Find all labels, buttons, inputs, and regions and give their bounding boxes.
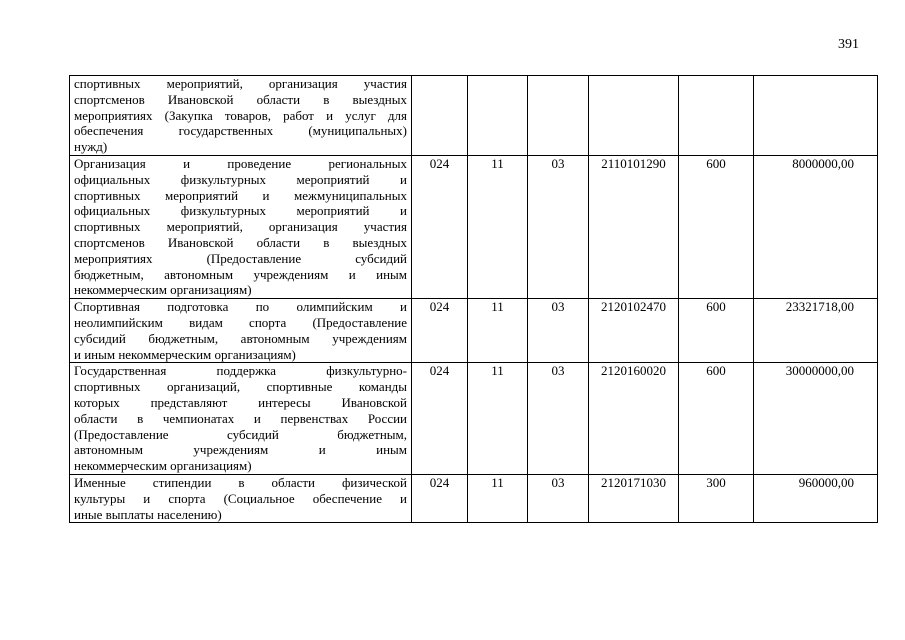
target-article-cell: 2120102470: [589, 299, 679, 363]
description-line: спортсменов Ивановской области в выездных: [74, 91, 407, 107]
description-cell: [70, 76, 412, 156]
description-line: обеспечения государственных (муниципальных): [74, 123, 407, 139]
table-body: [70, 76, 878, 523]
ministry-code-cell: 024: [412, 155, 468, 298]
description-line: мероприятиях (Закупка товаров, работ и услуг для: [74, 107, 407, 123]
subsection-cell: 03: [528, 299, 589, 363]
description-line: автономным учреждениям и иным: [74, 442, 407, 458]
target-article-cell: 2120160020: [589, 363, 679, 475]
description-line: спортивных организаций, спортивные команды: [74, 379, 407, 395]
description-cell: [70, 155, 412, 298]
description-cell: [70, 299, 412, 363]
description-line: спортсменов Ивановской области в выездных: [74, 234, 407, 250]
description-line: культуры и спорта (Социальное обеспечение и: [74, 490, 407, 506]
description-line: официальных физкультурных мероприятий и: [74, 171, 407, 187]
description-line: официальных физкультурных мероприятий и: [74, 203, 407, 219]
table-row: [70, 474, 878, 522]
subsection-cell: 03: [528, 474, 589, 522]
description-line: спортивных мероприятий, организация участия: [74, 76, 407, 91]
amount-cell: 960000,00: [754, 474, 878, 522]
description-line: Спортивная подготовка по олимпийским и: [74, 299, 407, 315]
table-row: [70, 299, 878, 363]
section-cell: [468, 76, 528, 156]
table-row: [70, 76, 878, 156]
expense-type-cell: [679, 76, 754, 156]
description-line: нужд): [74, 139, 108, 155]
description-line: некоммерческим организациям): [74, 458, 252, 474]
description-line: мероприятиях (Предоставление субсидий: [74, 250, 407, 266]
description-line: Государственная поддержка физкультурно-: [74, 363, 407, 379]
amount-cell: 23321718,00: [754, 299, 878, 363]
target-article-cell: 2120171030: [589, 474, 679, 522]
budget-table: [69, 75, 878, 523]
amount-cell: 8000000,00: [754, 155, 878, 298]
description-line: которых представляют интересы Ивановской: [74, 394, 407, 410]
ministry-code-cell: 024: [412, 299, 468, 363]
description-line: спортивных мероприятий, организация участия: [74, 219, 407, 235]
amount-cell: 30000000,00: [754, 363, 878, 475]
subsection-cell: 03: [528, 155, 589, 298]
description-line: неолимпийским видам спорта (Предоставление: [74, 314, 407, 330]
description-line: бюджетным, автономным учреждениям и иным: [74, 266, 407, 282]
description-line: Организация и проведение региональных: [74, 155, 407, 171]
page-number: 391: [838, 37, 859, 52]
table-row: [70, 363, 878, 475]
target-article-cell: 2110101290: [589, 155, 679, 298]
section-cell: 11: [468, 363, 528, 475]
subsection-cell: 03: [528, 363, 589, 475]
description-line: (Предоставление субсидий бюджетным,: [74, 426, 407, 442]
description-line: иные выплаты населению): [74, 506, 222, 522]
ministry-code-cell: 024: [412, 363, 468, 475]
table-row: [70, 155, 878, 298]
description-line: спортивных мероприятий и межмуниципальных: [74, 187, 407, 203]
section-cell: 11: [468, 474, 528, 522]
subsection-cell: [528, 76, 589, 156]
description-line: некоммерческим организациям): [74, 282, 252, 298]
ministry-code-cell: 024: [412, 474, 468, 522]
description-line: области в чемпионатах и первенствах России: [74, 410, 407, 426]
expense-type-cell: 600: [679, 155, 754, 298]
amount-cell: [754, 76, 878, 156]
description-line: Именные стипендии в области физической: [74, 474, 407, 490]
description-cell: [70, 474, 412, 522]
section-cell: 11: [468, 299, 528, 363]
ministry-code-cell: [412, 76, 468, 156]
expense-type-cell: 600: [679, 299, 754, 363]
description-cell: [70, 363, 412, 475]
description-line: и иным некоммерческим организациям): [74, 346, 296, 362]
target-article-cell: [589, 76, 679, 156]
description-line: субсидий бюджетным, автономным учреждениям: [74, 330, 407, 346]
expense-type-cell: 600: [679, 363, 754, 475]
expense-type-cell: 300: [679, 474, 754, 522]
section-cell: 11: [468, 155, 528, 298]
